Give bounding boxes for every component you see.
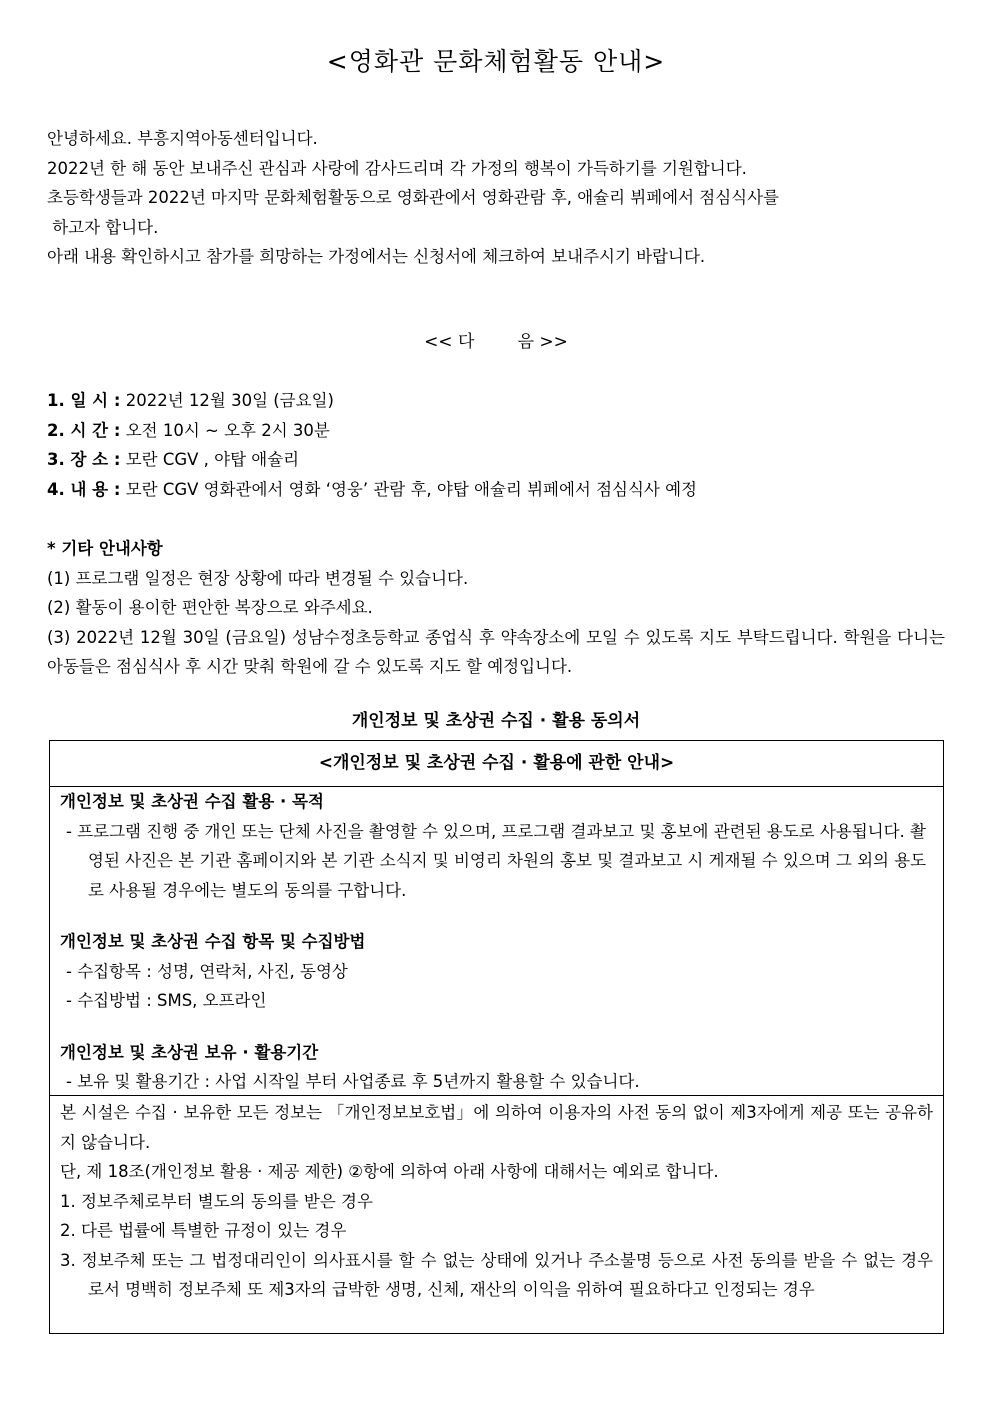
intro-line: 초등학생들과 2022년 마지막 문화체험활동으로 영화관에서 영화관람 후, 애슐리 뷔페에서 점심식사를 — [47, 188, 779, 207]
intro-line: 하고자 합니다. — [47, 217, 159, 237]
notice-item: (3) 2022년 12월 30일 (금요일) 성남수정초등학교 종업식 후 약속장소에 모일 수 있도록 지도 부탁드립니다. 학원을 다니는 아동들은 점심식사 후 시간 맞춰 학원에 갈 수 있도록 지도 할 예정입니다. — [47, 627, 945, 676]
schedule-date — [47, 386, 947, 416]
schedule-label: 4. 내 용 : — [47, 479, 121, 499]
period-text: - 보유 및 활용기간 : 사업 시작일 부터 사업종료 후 5년까지 활용할 수 있습니다. — [66, 1072, 640, 1091]
schedule-value: 오전 10시 ~ 오후 2시 30분 — [120, 420, 330, 440]
items-heading: 개인정보 및 초상권 수집 항목 및 수집방법 — [60, 932, 366, 951]
schedule-label: 3. 장 소 : — [47, 450, 121, 469]
schedule-time — [47, 416, 947, 446]
items-line: - 수집방법 : SMS, 오프라인 — [66, 991, 267, 1010]
schedule-place — [47, 445, 947, 475]
third-party-notice: 본 시설은 수집 · 보유한 모든 정보는 「개인정보보호법」에 의하여 이용자의 사전 동의 없이 제3자에게 제공 또는 공유하지 않습니다. — [60, 1103, 933, 1152]
items-line: - 수집항목 : 성명, 연락처, 사진, 동영상 — [66, 961, 348, 981]
intro-paragraph — [47, 124, 947, 272]
other-notices-heading: * 기타 안내사항 — [47, 539, 163, 558]
document-title: <영화관 문화체험활동 안내> — [326, 47, 666, 76]
schedule-value: 2022년 12월 30일 (금요일) — [120, 391, 334, 410]
other-notices — [47, 534, 945, 682]
exception-item: 2. 다른 법률에 특별한 규정이 있는 경우 — [60, 1221, 347, 1240]
purpose-text: - 프로그램 진행 중 개인 또는 단체 사진을 촬영할 수 있으며, 프로그램 결과보고 및 홍보에 관련된 용도로 사용됩니다. 촬영된 사진은 본 기관 홈페이지와 본 기관 소식지 및 비영리 차원의 홍보 및 결과보고 시 게재될 수 있으며 그 외의 용도로 사용될 경우에는 별도의 동의를 구합니다. — [66, 821, 927, 900]
consent-box-heading: <개인정보 및 초상권 수집 · 활용에 관한 안내> — [50, 741, 943, 787]
schedule-list — [47, 386, 947, 504]
consent-info-section — [50, 787, 943, 1096]
exception-item: 3. 정보주체 또는 그 법정대리인이 의사표시를 할 수 없는 상태에 있거나 주소불명 등으로 사전 동의를 받을 수 없는 경우로서 명백히 정보주체 또 제3자의 급박한 생명, 신체, 재산의 이익을 위하여 필요하다고 인정되는 경우 — [60, 1250, 933, 1299]
schedule-value: 모란 CGV , 야탑 애슐리 — [120, 450, 300, 469]
intro-line: 안녕하세요. 부흥지역아동센터입니다. — [47, 129, 318, 148]
schedule-label: 2. 시 간 : — [47, 420, 121, 440]
consent-notice-section — [50, 1096, 943, 1305]
exception-item: 1. 정보주체로부터 별도의 동의를 받은 경우 — [60, 1191, 373, 1211]
schedule-value: 모란 CGV 영화관에서 영화 ‘영웅’ 관람 후, 야탑 애슐리 뷔페에서 점심식사 예정 — [120, 479, 697, 499]
purpose-heading: 개인정보 및 초상권 수집 활용 · 목적 — [60, 792, 324, 811]
schedule-label: 1. 일 시 : — [47, 391, 121, 410]
notice-item: (2) 활동이 용이한 편안한 복장으로 와주세요. — [47, 598, 373, 617]
period-heading: 개인정보 및 초상권 보유 · 활용기간 — [60, 1042, 319, 1062]
notice-item: (1) 프로그램 일정은 현장 상황에 따라 변경될 수 있습니다. — [47, 568, 469, 588]
exception-intro: 단, 제 18조(개인정보 활용 · 제공 제한) ②항에 의하여 아래 사항에 대해서는 예외로 합니다. — [60, 1162, 719, 1181]
intro-line: 2022년 한 해 동안 보내주신 관심과 사랑에 감사드리며 각 가정의 행복이 가득하기를 기원합니다. — [47, 158, 747, 178]
schedule-content — [47, 475, 947, 505]
consent-box — [49, 740, 944, 1334]
details-heading: << 다 음 >> — [424, 332, 568, 352]
consent-title: 개인정보 및 초상권 수집 · 활용 동의서 — [351, 711, 641, 731]
intro-line: 아래 내용 확인하시고 참가를 희망하는 가정에서는 신청서에 체크하여 보내주시기 바랍니다. — [47, 247, 706, 266]
